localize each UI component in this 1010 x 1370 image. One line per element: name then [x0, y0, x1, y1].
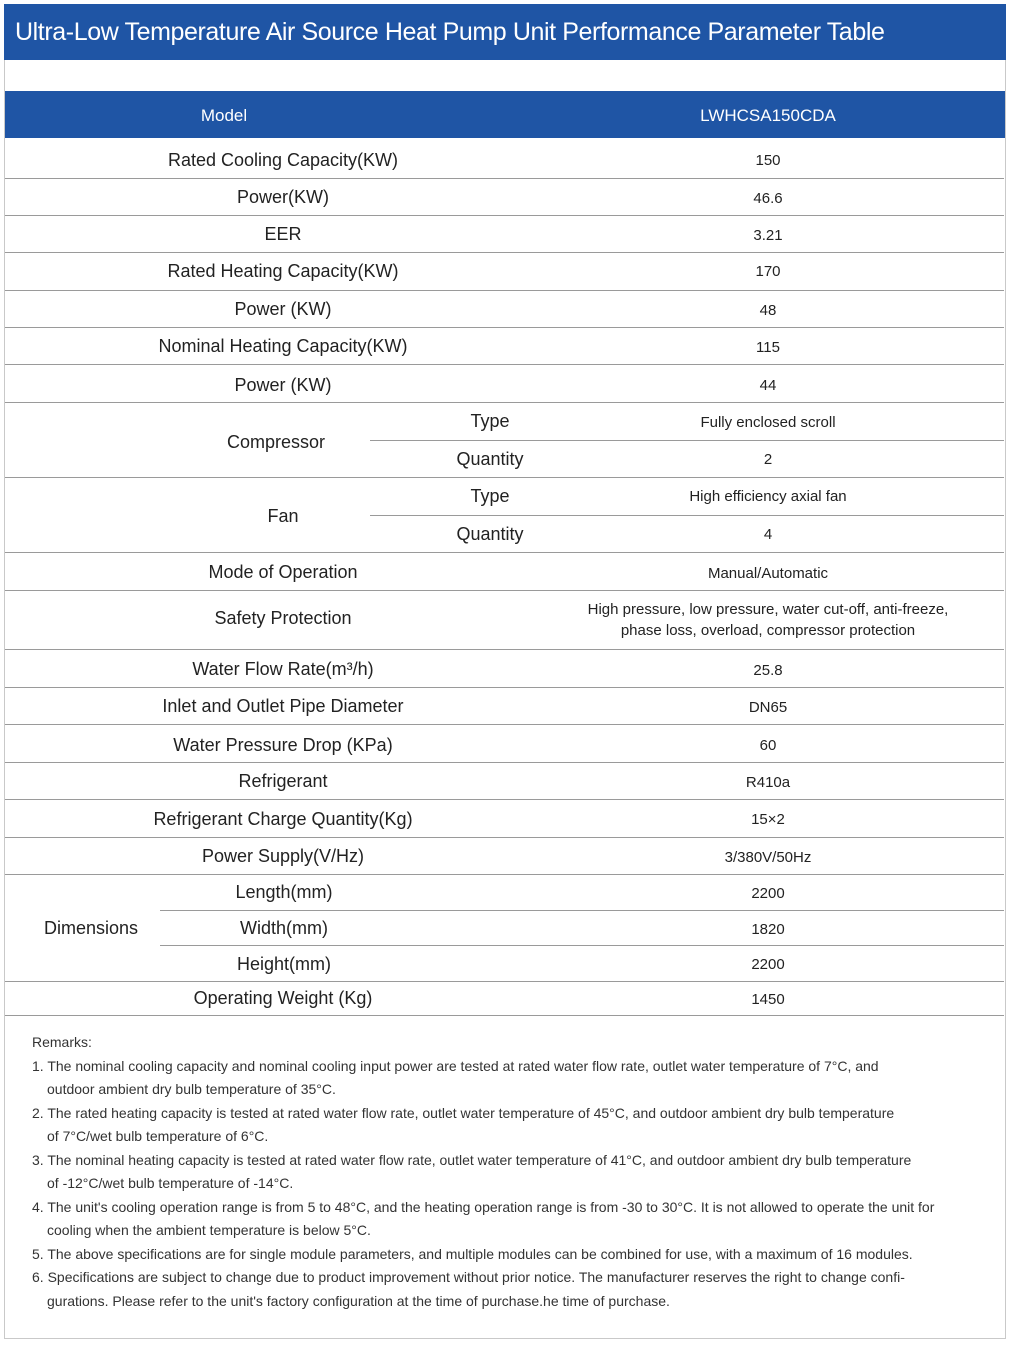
remark-1-line1: 1. The nominal cooling capacity and nominal cooling input power are tested at rated water flow rate, outlet water temperature of 7°C, and	[32, 1057, 879, 1074]
label-nominal-heating-power: Power (KW)	[234, 375, 332, 395]
label-power-supply: Power Supply(V/Hz)	[201, 846, 365, 866]
remark-4-line2: cooling when the ambient temperature is below 5°C.	[47, 1222, 371, 1238]
label-dimensions: Dimensions	[43, 918, 139, 938]
value-refrigerant-charge: 15×2	[751, 811, 785, 828]
label-cooling-power: Power(KW)	[236, 187, 329, 207]
value-eer: 3.21	[753, 227, 783, 244]
label-mode-of-operation: Mode of Operation	[208, 562, 358, 582]
value-safety-protection-line2: phase loss, overload, compressor protection	[620, 622, 916, 639]
remark-1-line2: outdoor ambient dry bulb temperature of 35°C.	[47, 1081, 336, 1097]
label-compressor: Compressor	[226, 432, 326, 452]
row-divider	[5, 215, 1004, 216]
value-compressor-quantity: 2	[763, 451, 773, 468]
row-divider	[5, 590, 1004, 591]
label-heating-power: Power (KW)	[234, 299, 332, 319]
label-pipe-diameter: Inlet and Outlet Pipe Diameter	[162, 696, 404, 716]
row-divider	[5, 1015, 1004, 1016]
label-refrigerant-charge: Refrigerant Charge Quantity(Kg)	[153, 809, 413, 829]
label-fan-type: Type	[470, 486, 510, 506]
label-nominal-heating-capacity: Nominal Heating Capacity(KW)	[158, 336, 408, 356]
row-divider	[5, 477, 1004, 478]
remark-2-line1: 2. The rated heating capacity is tested at rated water flow rate, outlet water temperature of 45°C, and outdoor ambient dry bulb temperature	[32, 1104, 895, 1121]
label-width: Width(mm)	[240, 918, 328, 938]
value-heating-power: 48	[759, 302, 777, 319]
value-mode-of-operation: Manual/Automatic	[707, 565, 829, 582]
label-rated-heating-capacity: Rated Heating Capacity(KW)	[167, 261, 399, 281]
header-model-label: Model	[200, 106, 248, 125]
row-divider	[5, 799, 1004, 800]
label-compressor-type: Type	[470, 411, 510, 431]
row-divider	[5, 178, 1004, 179]
value-water-flow-rate: 25.8	[753, 662, 783, 679]
value-water-pressure-drop: 60	[759, 737, 777, 754]
value-power-supply: 3/380V/50Hz	[724, 849, 812, 866]
value-nominal-heating-power: 44	[759, 377, 777, 394]
remark-3-line2: of -12°C/wet bulb temperature of -14°C.	[47, 1175, 294, 1191]
value-compressor-type: Fully enclosed scroll	[700, 414, 836, 431]
label-rated-cooling-capacity: Rated Cooling Capacity(KW)	[167, 150, 399, 170]
remark-3-line1: 3. The nominal heating capacity is tested at rated water flow rate, outlet water temperature of 41°C, and outdoor ambient dry bulb temperature	[32, 1151, 912, 1168]
label-refrigerant: Refrigerant	[238, 771, 328, 791]
label-water-flow-rate: Water Flow Rate(m³/h)	[192, 659, 374, 679]
row-divider	[5, 364, 1004, 365]
value-length: 2200	[751, 885, 785, 902]
value-cooling-power: 46.6	[753, 190, 783, 207]
label-fan: Fan	[267, 506, 299, 526]
row-divider	[5, 252, 1004, 253]
row-divider	[5, 327, 1004, 328]
value-safety-protection-line1: High pressure, low pressure, water cut-off, anti-freeze,	[587, 601, 949, 618]
remark-4-line1: 4. The unit's cooling operation range is from 5 to 48°C, and the heating operation range is from -30 to 30°C. It is not allowed to operate the unit for	[32, 1198, 935, 1215]
label-compressor-quantity: Quantity	[456, 449, 524, 469]
row-divider	[5, 724, 1004, 725]
label-eer: EER	[264, 224, 302, 244]
row-divider	[5, 290, 1004, 291]
value-fan-quantity: 4	[763, 526, 773, 543]
page-title: Ultra-Low Temperature Air Source Heat Pump Unit Performance Parameter Table	[15, 18, 885, 46]
row-divider	[5, 649, 1004, 650]
row-divider	[5, 981, 1004, 982]
value-height: 2200	[751, 956, 785, 973]
label-operating-weight: Operating Weight (Kg)	[193, 988, 373, 1008]
remark-6-line2: gurations. Please refer to the unit's factory configuration at the time of purchase.he time of purchase.	[47, 1292, 670, 1309]
row-divider	[5, 687, 1004, 688]
table-header	[5, 91, 1005, 138]
row-divider	[160, 945, 1004, 946]
label-fan-quantity: Quantity	[456, 524, 524, 544]
row-divider	[5, 402, 1004, 403]
title-bar	[4, 4, 1006, 60]
value-width: 1820	[751, 921, 785, 938]
label-water-pressure-drop: Water Pressure Drop (KPa)	[173, 735, 393, 755]
value-pipe-diameter: DN65	[748, 699, 788, 716]
value-rated-heating-capacity: 170	[755, 263, 781, 280]
row-divider	[5, 552, 1004, 553]
value-operating-weight: 1450	[751, 991, 785, 1008]
value-refrigerant: R410a	[745, 774, 791, 791]
row-divider	[5, 762, 1004, 763]
remark-6-line1: 6. Specifications are subject to change due to product improvement without prior notice. The manufacturer reserves the right to change confi-	[32, 1269, 905, 1285]
value-nominal-heating-capacity: 115	[756, 339, 780, 356]
remark-2-line2: of 7°C/wet bulb temperature of 6°C.	[47, 1128, 269, 1144]
value-rated-cooling-capacity: 150	[755, 152, 781, 169]
remark-5: 5. The above specifications are for single module parameters, and multiple modules can be combined for use, with a maximum of 16 modules.	[32, 1245, 913, 1262]
label-safety-protection: Safety Protection	[214, 608, 352, 628]
label-length: Length(mm)	[235, 882, 333, 902]
value-fan-type: High efficiency axial fan	[689, 488, 847, 505]
remarks-section	[32, 1031, 992, 1313]
header-model-value: LWHCSA150CDA	[700, 106, 836, 125]
label-height: Height(mm)	[236, 954, 331, 974]
remarks-heading: Remarks:	[32, 1034, 92, 1050]
row-divider	[160, 910, 1004, 911]
row-divider	[5, 874, 1004, 875]
row-divider	[5, 837, 1004, 838]
